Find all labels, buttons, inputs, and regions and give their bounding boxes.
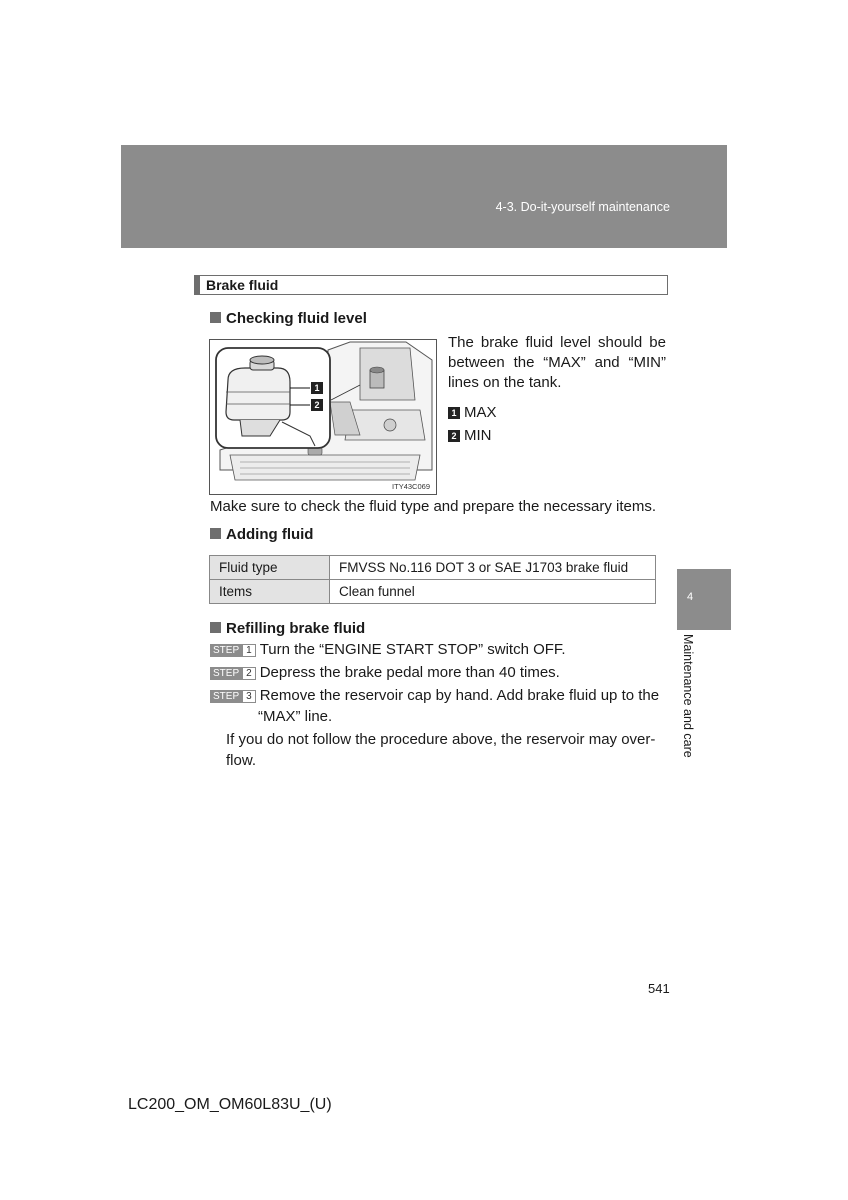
step-label: STEP bbox=[210, 667, 242, 680]
figure-marker-1: 1 bbox=[311, 382, 323, 394]
refilling-warning bbox=[226, 729, 666, 771]
adding-heading-text: Adding fluid bbox=[226, 526, 314, 543]
table-value-fluid-type: FMVSS No.116 DOT 3 or SAE J1703 brake fluid bbox=[330, 556, 656, 580]
chapter-number: 4 bbox=[687, 591, 694, 603]
table-row bbox=[210, 556, 656, 580]
checking-heading-text: Checking fluid level bbox=[226, 310, 367, 327]
adding-heading bbox=[210, 526, 313, 543]
legend-label-min: MIN bbox=[464, 427, 492, 444]
refilling-heading-text: Refilling brake fluid bbox=[226, 620, 366, 637]
square-bullet-icon bbox=[210, 312, 221, 323]
header-band bbox=[121, 145, 727, 248]
section-title: Brake fluid bbox=[206, 277, 279, 293]
step-1 bbox=[210, 641, 566, 658]
figure-code: ITY43C069 bbox=[392, 482, 430, 491]
step-number: 1 bbox=[242, 644, 256, 657]
fluid-items-table bbox=[209, 555, 656, 604]
step-2 bbox=[210, 664, 560, 681]
legend-label-max: MAX bbox=[464, 404, 497, 421]
step-number: 3 bbox=[242, 690, 256, 703]
step-label: STEP bbox=[210, 690, 242, 703]
table-key-fluid-type: Fluid type bbox=[210, 556, 330, 580]
table-row bbox=[210, 580, 656, 604]
checking-heading bbox=[210, 310, 367, 327]
step-label: STEP bbox=[210, 644, 242, 657]
legend-badge-1: 1 bbox=[448, 407, 460, 419]
step-3-continuation: “MAX” line. bbox=[258, 708, 333, 725]
section-title-box bbox=[194, 275, 668, 295]
step-tag-1 bbox=[210, 644, 260, 657]
legend-badge-2: 2 bbox=[448, 430, 460, 442]
page-number: 541 bbox=[648, 981, 670, 996]
table-value-items: Clean funnel bbox=[330, 580, 656, 604]
square-bullet-icon bbox=[210, 622, 221, 633]
step-tag-2 bbox=[210, 667, 260, 680]
step-text: Depress the brake pedal more than 40 times. bbox=[259, 664, 560, 681]
legend-item-min bbox=[448, 427, 492, 444]
step-tag-3 bbox=[210, 690, 260, 703]
warning-line-2: flow. bbox=[226, 752, 257, 769]
checking-note: Make sure to check the fluid type and prepare the necessary items. bbox=[210, 498, 657, 515]
checking-description: The brake fluid level should be between the “MAX” and “MIN” lines on the tank. bbox=[448, 334, 666, 391]
warning-line-1: If you do not follow the procedure above, the reservoir may over- bbox=[226, 731, 656, 748]
table-key-items: Items bbox=[210, 580, 330, 604]
square-bullet-icon bbox=[210, 528, 221, 539]
figure-marker-2: 2 bbox=[311, 399, 323, 411]
footer-document-id: LC200_OM_OM60L83U_(U) bbox=[128, 1096, 332, 1113]
step-3 bbox=[210, 687, 659, 704]
header-section-title: 4-3. Do-it-yourself maintenance bbox=[495, 200, 670, 214]
step-text: Remove the reservoir cap by hand. Add brake fluid up to the bbox=[259, 687, 660, 704]
engine-bay-figure bbox=[209, 339, 437, 495]
chapter-label: Maintenance and care bbox=[681, 634, 695, 758]
chapter-tab bbox=[677, 569, 731, 630]
step-text: Turn the “ENGINE START STOP” switch OFF. bbox=[259, 641, 566, 658]
step-number: 2 bbox=[242, 667, 256, 680]
refilling-heading bbox=[210, 620, 365, 637]
legend-item-max bbox=[448, 404, 497, 421]
engine-bay-illustration-icon bbox=[210, 340, 436, 494]
